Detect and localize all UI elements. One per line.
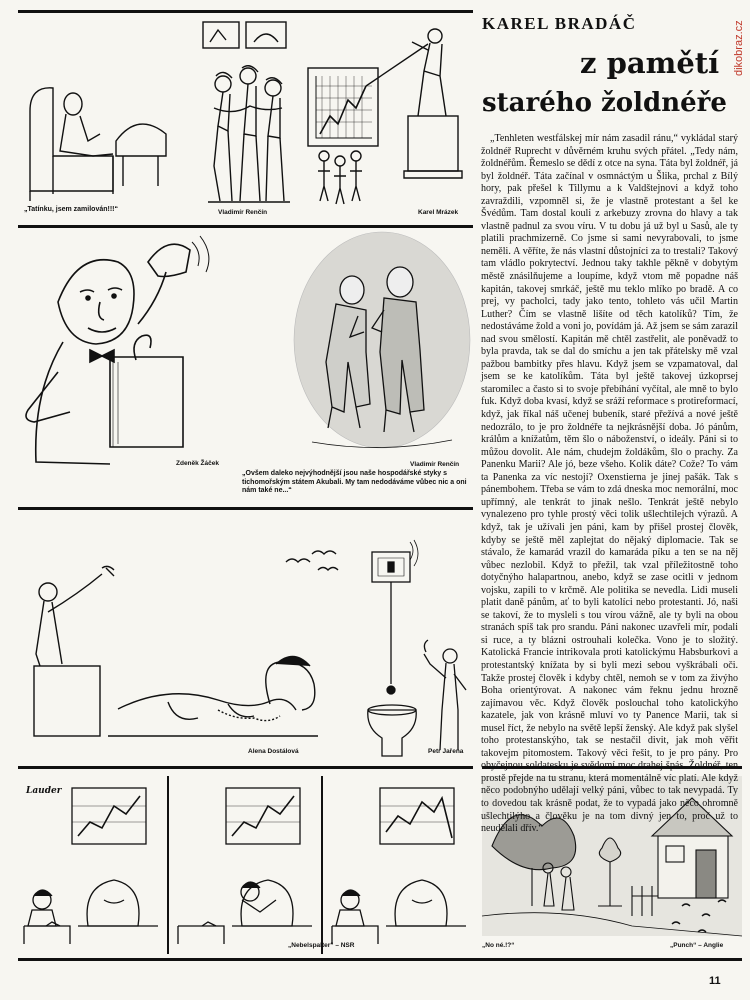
cartoon-8-caption: „No né.!?“ bbox=[482, 942, 515, 949]
strip-divider-1 bbox=[167, 776, 169, 954]
cartoon-4-artist: Vladimír Renčín bbox=[410, 461, 460, 468]
cartoon-1-artist: Vladimír Renčín bbox=[218, 209, 268, 216]
rule-row3 bbox=[18, 766, 473, 769]
cartoon-speaker-phone bbox=[18, 232, 238, 504]
rule-row2 bbox=[18, 507, 473, 510]
cartoon-sunbather bbox=[18, 514, 358, 764]
cartoon-5-artist: Alena Dostálová bbox=[248, 748, 299, 755]
article-title-line1: z pamětí bbox=[580, 46, 720, 80]
cartoon-father-daughter bbox=[18, 16, 298, 221]
strip-source: „Nebelspalter“ – NSR bbox=[288, 942, 355, 949]
cartoon-two-men-talking bbox=[242, 232, 472, 504]
cartoon-2-artist: Karel Mrázek bbox=[418, 209, 459, 216]
watermark-text: dikobraz.cz bbox=[733, 20, 745, 76]
cartoon-3-artist: Zdeněk Žáček bbox=[176, 460, 219, 467]
cartoon-9-source: „Punch“ – Anglie bbox=[670, 942, 724, 949]
rule-top bbox=[18, 10, 473, 13]
cartoon-chart-statue bbox=[300, 16, 472, 221]
article-author: KAREL BRADÁČ bbox=[482, 14, 637, 33]
cartoon-6-artist: Petr Jařena bbox=[428, 748, 464, 755]
cartoon-toilet-poster bbox=[358, 514, 473, 764]
article-paragraph: „Tenhleten westfálskej mír nám zasadil ránu,“ vykládal starý žoldnéř Ruprecht v důvěrném kruhu svých přátel. „Tedy nám, žoldnéřům. Řemeslo se dědí z otce na syna. Táta byl žoldnéř, já byl žoldnéř. Táta začínal v osmnáctým u Šlika, prchal z Bílý hory, pak přešel k Tillymu a k Valdštejnovi a když toho zavraždili, vzpomněl si, že je vlastně protestant a šel ke Švédům. Tam dostal kouli z arkebuzy zrovna do hlavy a tak vlastně padnul za svou víru. V tu dobu já už byl u Sasů, ale ty platili prachmizerně. Co jsme si sami nevyrabovali, to jsme neměli. A věříte, že nás vlastní důstojníci za to trestali? Takový tam vládlo pokrytectví. Jednou taky takhle pěkně v dobytým městě znásilňujeme a loupíme, když vtom mě popadne náš kapitán, takovej smrkáč, ještě mu teklo mlíko po bradě. A co prej, vy pacholci, tady jako tento, tohleto vás učil Martin Luther? Čím se vlastně lišíte od těch katolíků? Tím, že nedostáváme žold a voni jo, povídám já. Až jsem se sám zarazil nad svou smělostí. Kapitán mě chtěl zastřelit, ale poněvadž to byla pravda, tak se dal do smíchu a jen tak přátelsky mě vzal pažbou bambitky přes hlavu. Když jsem se vzpamatoval, dal jsem se ke katolíkům. Táta byl ještě takovej úzkoprsej staromilec a často si to svoje přebíhání vyčítal, ale mně to bylo fuk. Když doba kvasí, když se sráží reformace s protireformací, když, jak říkal náš učenej bubeník, staré přežívá a nové ještě nedozrálo, to je pro žoldnéře ta nejkrásnější doba. Jó pánům, králům a knížatům, těm šlo o náboženství, o ideály. Páni si to můžou dovolit. Ale nám, chudejm žoldákům, šlo o prachy. Za Panenku Marii? Ale jó, beze všeho. Kolik dáte? Cože? To vám ta Panenka za víc nestojí? Oxenstierna je jinej pašák. Tak s pánembohem. Třeba se vám to zdá dneska moc nemorální, moc upřímný, ale tenkrát to jinak nešlo. Tenkrát ještě nebylo vynalezeno pro tyhle prostý věci tolik ušlechtilejch výrazů. A když, tak je užívali jen páni, kam by přišel prostej člověk, kdyby se ještě měl zaplejtat do nějaký diplomacie. Tak se stávalo, že kamarád vrazil do kamaráda píku a ten se na něj vůbec nezlobil. Když to přežil, tak vzal příležitostně toho dotyčnýho halapartnou, anebo, když se zase ocitli v jednom vojsku, zapili to v krčmě. Ale politika se nevedla. Lidi museli platit daně pánům, ať to byli katolíci nebo protestanti. Jó, naši se takoví, že to mysleli s tou vírou vážně, ale ty byli na obou stranách spíš tak pro srandu. Páni nakonec uzavřeli mír, podali si ruce, a ty blázni ostrouhali kolečka. Vono je to složitý. Katolická Francie intrikovala proti katolickýmu Habsburkovi a protestantský knížata by si byli mezi sebou vyškrábali oči. Takže prostej člověk i kdyby chtěl, nemoh se v tom za živýho Boha orientýrovat. A nakonec vám řeknu jednu hrozně zajímavou věc. Když člověk poslouchal toho katolickýho kazatele, jak von krásně mluví vo ty Panence Marii, tak si musel říct, že nebylo na světě lepší ženský. Ale když pak slyšel toho protestanskýho, tak se nestačil divit, jak moh věřit takovejm pitomostem. Takový věci řešit, to je pro pány. Pro obyčejnou soldatesku je svědomí moc drahej špás. Žoldnéř, ten prostě přejde na tu stranu, která momentálně víc platí. Ale když něco podobnýho udělají velký páni, vůbec to tak nevypadá. Ty to dovedou tak krásně podat, že to vypadá jako něco ohromně ušlechtilýho a člověku je na tom divný jen to, proč už to neudělali dřív.“ bbox=[481, 133, 738, 835]
rule-row1 bbox=[18, 225, 473, 228]
strip-panel-2 bbox=[172, 776, 320, 956]
strip-panel-3 bbox=[288, 776, 474, 956]
strip-signature: Lauder bbox=[26, 786, 62, 796]
article-body bbox=[481, 133, 738, 835]
strip-panel-1 bbox=[18, 776, 166, 956]
article-title-line2: starého žoldnéře bbox=[482, 88, 727, 118]
page-number: 11 bbox=[709, 975, 721, 987]
cartoon-1-caption: „Tatínku, jsem zamilován!!!“ bbox=[24, 206, 118, 213]
watermark bbox=[733, 6, 747, 76]
strip-divider-2 bbox=[321, 776, 323, 954]
rule-bottom bbox=[18, 958, 742, 961]
cartoon-4-caption: „Ovšem daleko nejvýhodnější jsou naše hospodářské styky s tichomořským státem Akubali. My tam nedodáváme vůbec nic a oni nám také ne...“ bbox=[242, 470, 467, 494]
